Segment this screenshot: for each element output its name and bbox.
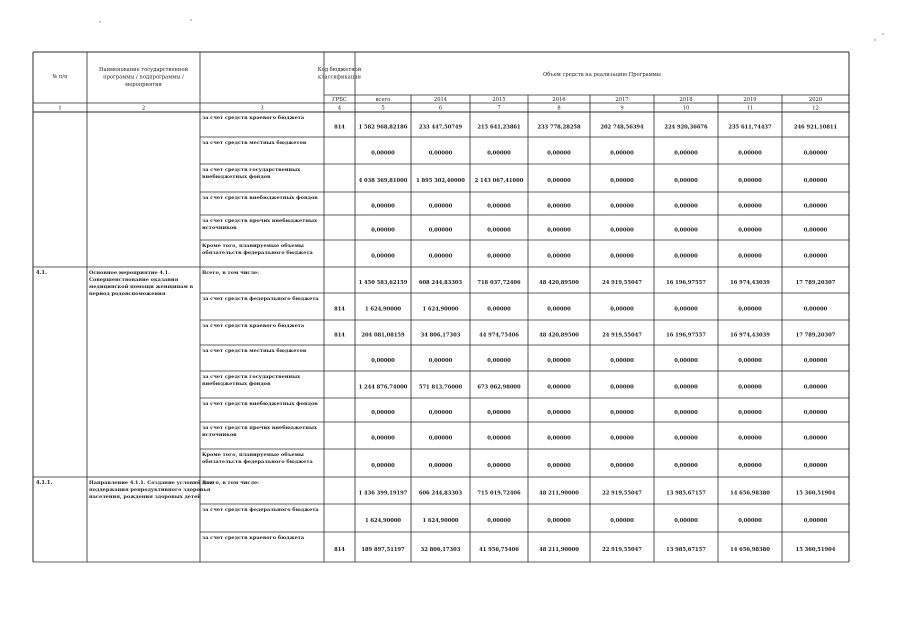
row-value: 0,00000 bbox=[803, 150, 828, 157]
row-value: 16 196,97557 bbox=[666, 332, 706, 339]
row-value: 0,00000 bbox=[547, 203, 571, 210]
row-value: 0,00000 bbox=[547, 463, 571, 469]
header-col-num: № п/п bbox=[52, 74, 68, 80]
row-source: Кроме того, планируемые объемы bbox=[202, 243, 304, 249]
header-year: 2014 bbox=[433, 97, 448, 103]
row-value: 0,00000 bbox=[547, 435, 571, 442]
row-value: 246 921,10811 bbox=[793, 124, 838, 131]
row-value: 14 656,98380 bbox=[730, 490, 770, 497]
header-year: 2015 bbox=[492, 97, 506, 103]
row-value: 0,00000 bbox=[738, 227, 762, 234]
row-value: 1 624,90000 bbox=[422, 518, 459, 524]
row-value: 0,00000 bbox=[428, 253, 453, 260]
row-value: 571 813,76000 bbox=[418, 384, 463, 391]
row-source: обязательств федерального бюджета bbox=[202, 250, 313, 256]
scan-speck bbox=[190, 19, 191, 20]
row-value: 0,00000 bbox=[547, 384, 571, 391]
header-col-number: 2 bbox=[141, 105, 146, 112]
row-value: 233 778,28258 bbox=[537, 124, 581, 131]
row-value: 0,00000 bbox=[674, 227, 698, 234]
row-value: 0,00000 bbox=[674, 306, 698, 313]
row-source: за счет средств краевого бюджета bbox=[202, 323, 305, 329]
row-value: 0,00000 bbox=[610, 306, 634, 313]
row-value: 0,00000 bbox=[610, 203, 634, 210]
row-value: 1 244 876,74000 bbox=[358, 384, 408, 391]
row-value: 13 985,67157 bbox=[666, 547, 706, 553]
row-value: 0,00000 bbox=[674, 150, 698, 157]
row-value: 0,00000 bbox=[738, 410, 762, 416]
row-value: 0,00000 bbox=[803, 435, 828, 442]
row-source: за счет средств внебюджетных фондов bbox=[202, 195, 318, 201]
header-col-name: Наименование государственной bbox=[98, 67, 189, 73]
row-value: 0,00000 bbox=[674, 435, 698, 442]
row-value: 44 974,75406 bbox=[479, 332, 519, 339]
row-value: 24 919,55047 bbox=[602, 280, 642, 286]
row-source: внебюджетных фондов bbox=[202, 381, 271, 387]
row-value: 0,00000 bbox=[803, 358, 828, 364]
row-value: 233 447,50749 bbox=[418, 124, 463, 131]
header-col-volume: Объем средств на реализацию Программы bbox=[543, 72, 661, 78]
row-value: 715 019,72406 bbox=[477, 490, 521, 497]
row-value: 0,00000 bbox=[547, 518, 571, 524]
row-value: 189 897,51197 bbox=[361, 547, 405, 553]
row-source: за счет средств федерального бюджета bbox=[202, 296, 319, 302]
row-source: за счет средств федерального бюджета bbox=[202, 507, 319, 513]
row-name: поддержания репродуктивного здоровья bbox=[89, 487, 211, 493]
row-value: 0,00000 bbox=[428, 463, 453, 469]
row-value: 673 062,98000 bbox=[477, 384, 521, 391]
row-value: 24 919,55047 bbox=[602, 332, 642, 339]
row-value: 1 624,90000 bbox=[364, 518, 402, 524]
row-value: 0,00000 bbox=[487, 410, 511, 416]
row-value: 606 244,83303 bbox=[418, 490, 463, 497]
row-value: 0,00000 bbox=[610, 463, 634, 469]
header-sub-total: всего bbox=[375, 97, 391, 103]
row-value: 0,00000 bbox=[803, 203, 828, 210]
row-value: 48 420,89500 bbox=[539, 280, 579, 286]
row-value: 17 789,20307 bbox=[795, 332, 836, 339]
row-name: медицинской помощи женщинам в bbox=[89, 284, 194, 290]
row-value: 0,00000 bbox=[738, 384, 762, 391]
row-value: 0,00000 bbox=[371, 253, 395, 260]
row-grbs: 814 bbox=[334, 547, 345, 553]
header-col-name: программы / подпрограммы / bbox=[103, 74, 184, 81]
row-value: 0,00000 bbox=[610, 253, 634, 260]
row-value: 32 806,17303 bbox=[420, 547, 461, 553]
row-value: 0,00000 bbox=[547, 253, 571, 260]
header-col-number: 6 bbox=[438, 105, 443, 112]
row-value: 0,00000 bbox=[487, 150, 511, 157]
row-value: 0,00000 bbox=[547, 227, 571, 234]
header-col-number: 8 bbox=[557, 105, 561, 112]
header-year: 2020 bbox=[808, 97, 823, 103]
header-col-number: 12 bbox=[812, 105, 819, 112]
row-value: 0,00000 bbox=[738, 518, 762, 524]
row-name: Совершенствование оказания bbox=[89, 277, 179, 283]
header-year: 2019 bbox=[743, 97, 757, 103]
row-name: населения, рождения здоровых детей bbox=[89, 494, 201, 500]
row-value: 0,00000 bbox=[428, 227, 453, 234]
scan-speck bbox=[882, 33, 883, 34]
row-value: 0,00000 bbox=[674, 518, 698, 524]
row-value: 22 919,55047 bbox=[602, 490, 642, 497]
row-value: 0,00000 bbox=[610, 384, 634, 391]
row-value: 0,00000 bbox=[674, 203, 698, 210]
header-col-number: 10 bbox=[682, 105, 690, 112]
row-value: 15 360,51904 bbox=[795, 547, 836, 553]
row-value: 0,00000 bbox=[738, 463, 762, 469]
header-col-code: Код бюджетной bbox=[317, 67, 362, 73]
header-year: 2018 bbox=[679, 97, 693, 103]
row-value: 0,00000 bbox=[371, 358, 395, 364]
header-col-number: 11 bbox=[746, 105, 754, 112]
row-source: внебюджетных фондов bbox=[202, 174, 271, 180]
row-value: 34 806,17303 bbox=[420, 332, 461, 339]
header-col-name: мероприятия bbox=[125, 82, 162, 88]
row-value: 0,00000 bbox=[803, 178, 828, 184]
row-value: 0,00000 bbox=[610, 518, 634, 524]
row-value: 0,00000 bbox=[674, 463, 698, 469]
header-year: 2016 bbox=[552, 97, 566, 103]
row-value: 0,00000 bbox=[738, 435, 762, 442]
row-value: 0,00000 bbox=[547, 178, 571, 184]
row-value: 48 211,90000 bbox=[539, 490, 579, 497]
row-value: 0,00000 bbox=[738, 253, 762, 260]
row-value: 224 920,36676 bbox=[664, 124, 708, 131]
header-col-number: 7 bbox=[497, 105, 501, 112]
row-value: 0,00000 bbox=[547, 150, 571, 157]
header-col-number: 5 bbox=[381, 105, 385, 112]
row-source: Всего, в том числе: bbox=[202, 270, 260, 276]
row-value: 0,00000 bbox=[803, 306, 828, 313]
row-value: 0,00000 bbox=[428, 435, 453, 442]
row-value: 0,00000 bbox=[738, 306, 762, 313]
row-value: 0,00000 bbox=[428, 410, 453, 416]
row-value: 0,00000 bbox=[371, 463, 395, 469]
row-value: 0,00000 bbox=[738, 150, 762, 157]
row-value: 16 974,43039 bbox=[730, 332, 770, 339]
header-sub-grbs: ГРБС bbox=[332, 97, 347, 103]
row-value: 0,00000 bbox=[610, 150, 634, 157]
row-name: Основное мероприятие 4.1. bbox=[89, 270, 170, 276]
row-name: период родовспоможения bbox=[89, 291, 166, 297]
row-value: 1 624,90000 bbox=[364, 306, 402, 313]
row-value: 4 038 369,81000 bbox=[358, 178, 408, 184]
row-value: 0,00000 bbox=[487, 306, 511, 313]
row-value: 0,00000 bbox=[487, 253, 511, 260]
row-value: 1 450 583,62159 bbox=[358, 280, 408, 286]
row-grbs: 814 bbox=[334, 306, 345, 313]
row-value: 0,00000 bbox=[547, 306, 571, 313]
row-value: 1 895 302,40000 bbox=[416, 178, 465, 184]
row-value: 0,00000 bbox=[487, 227, 511, 234]
row-value: 0,00000 bbox=[803, 227, 828, 234]
row-name: Направление 4.1.1. Создание условий для bbox=[89, 480, 213, 486]
header-col-number: 3 bbox=[260, 105, 264, 112]
row-value: 0,00000 bbox=[487, 358, 511, 364]
row-value: 15 360,51904 bbox=[795, 490, 836, 497]
row-value: 1 436 399,19197 bbox=[358, 490, 408, 497]
header-year: 2017 bbox=[615, 97, 629, 103]
row-value: 0,00000 bbox=[371, 150, 395, 157]
row-value: 16 974,43039 bbox=[730, 280, 770, 286]
row-source: за счет средств государственных bbox=[202, 374, 301, 380]
row-value: 215 641,23861 bbox=[477, 124, 521, 131]
row-value: 0,00000 bbox=[738, 203, 762, 210]
row-source: Кроме того, планируемые объемы bbox=[202, 452, 304, 458]
scan-speck bbox=[99, 21, 100, 22]
header-col-number: 4 bbox=[337, 105, 342, 112]
row-value: 0,00000 bbox=[371, 435, 395, 442]
row-value: 0,00000 bbox=[610, 358, 634, 364]
row-value: 0,00000 bbox=[428, 150, 453, 157]
row-value: 0,00000 bbox=[428, 358, 453, 364]
row-value: 0,00000 bbox=[371, 203, 395, 210]
row-source: за счет средств государственных bbox=[202, 167, 301, 173]
row-value: 13 985,67157 bbox=[666, 490, 706, 497]
row-value: 0,00000 bbox=[547, 358, 571, 364]
row-value: 0,00000 bbox=[738, 358, 762, 364]
row-value: 0,00000 bbox=[371, 410, 395, 416]
row-value: 0,00000 bbox=[803, 410, 828, 416]
row-value: 2 143 067,41000 bbox=[474, 178, 524, 184]
row-value: 48 420,89500 bbox=[539, 332, 579, 339]
row-source: за счет средств краевого бюджета bbox=[202, 115, 305, 121]
row-value: 0,00000 bbox=[674, 358, 698, 364]
row-value: 0,00000 bbox=[610, 410, 634, 416]
row-source: за счет средств местных бюджетов bbox=[202, 348, 307, 354]
row-value: 0,00000 bbox=[610, 227, 634, 234]
row-value: 0,00000 bbox=[674, 410, 698, 416]
scan-speck bbox=[874, 39, 875, 40]
row-source: Всего, в том числе: bbox=[202, 480, 260, 486]
row-source: источников bbox=[202, 432, 237, 438]
row-value: 0,00000 bbox=[803, 253, 828, 260]
row-value: 608 244,83303 bbox=[418, 280, 463, 286]
row-value: 0,00000 bbox=[428, 203, 453, 210]
row-grbs: 814 bbox=[334, 124, 345, 131]
row-value: 718 037,72406 bbox=[477, 280, 521, 286]
row-value: 204 081,08159 bbox=[361, 332, 405, 339]
header-col-number: 1 bbox=[58, 105, 62, 112]
row-number: 4.1.1. bbox=[36, 480, 53, 486]
row-source: за счет средств краевого бюджета bbox=[202, 535, 305, 541]
row-value: 41 956,75406 bbox=[479, 547, 519, 553]
row-value: 0,00000 bbox=[547, 410, 571, 416]
row-value: 0,00000 bbox=[487, 203, 511, 210]
row-value: 0,00000 bbox=[610, 178, 634, 184]
row-value: 48 211,90000 bbox=[539, 547, 579, 553]
row-value: 22 919,55047 bbox=[602, 547, 642, 553]
row-value: 14 656,98380 bbox=[730, 547, 770, 553]
row-source: источников bbox=[202, 225, 237, 231]
row-value: 0,00000 bbox=[371, 227, 395, 234]
row-value: 1 624,90000 bbox=[422, 306, 459, 313]
row-value: 0,00000 bbox=[487, 463, 511, 469]
row-value: 0,00000 bbox=[674, 178, 698, 184]
row-source: за счет средств прочих внебюджетных bbox=[202, 425, 317, 431]
row-value: 235 611,74437 bbox=[728, 124, 772, 131]
row-number: 4.1. bbox=[36, 270, 47, 276]
header-col-number: 9 bbox=[620, 105, 624, 112]
row-value: 1 582 968,82186 bbox=[358, 124, 408, 131]
header-col-code: классификации bbox=[317, 74, 362, 81]
row-value: 0,00000 bbox=[487, 518, 511, 524]
row-source: обязательств федерального бюджета bbox=[202, 459, 313, 465]
row-value: 0,00000 bbox=[803, 384, 828, 391]
row-value: 17 789,20307 bbox=[795, 280, 836, 286]
row-value: 0,00000 bbox=[674, 253, 698, 260]
row-value: 0,00000 bbox=[738, 178, 762, 184]
row-value: 0,00000 bbox=[803, 463, 828, 469]
row-value: 0,00000 bbox=[803, 518, 828, 524]
row-value: 16 196,97557 bbox=[666, 280, 706, 286]
row-source: за счет средств внебюджетных фондов bbox=[202, 401, 318, 407]
row-grbs: 814 bbox=[334, 332, 345, 339]
row-value: 0,00000 bbox=[610, 435, 634, 442]
row-source: за счет средств местных бюджетов bbox=[202, 140, 307, 146]
row-value: 0,00000 bbox=[674, 384, 698, 391]
row-value: 0,00000 bbox=[487, 435, 511, 442]
row-value: 202 748,56394 bbox=[600, 124, 644, 131]
row-source: за счет средств прочих внебюджетных bbox=[202, 218, 317, 224]
